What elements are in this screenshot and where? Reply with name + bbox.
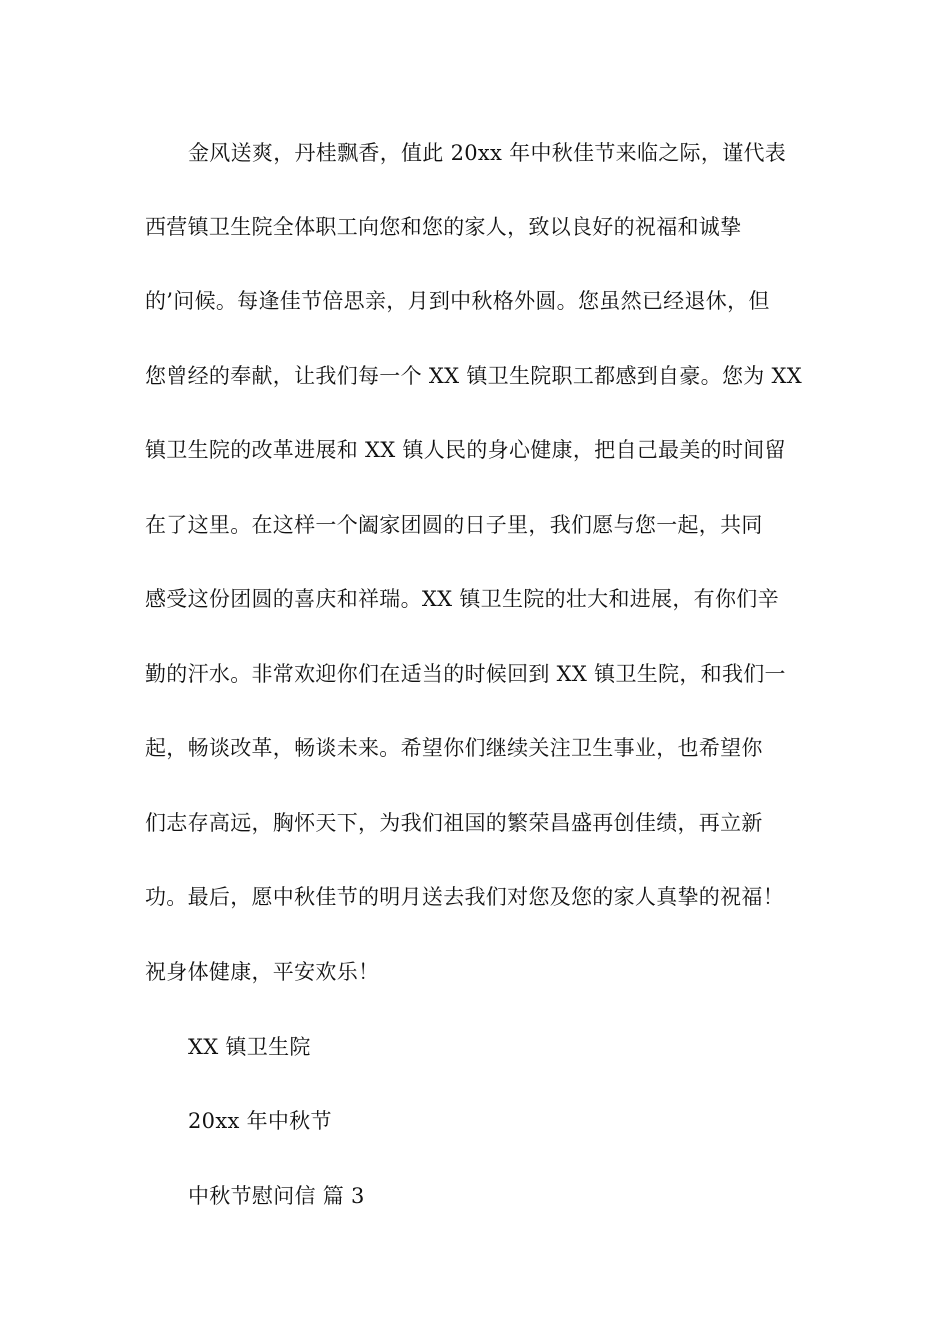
letter-line-10: 们志存高远，胸怀天下，为我们祖国的繁荣昌盛再创佳绩，再立新 bbox=[145, 811, 763, 835]
letter-line-7: 感受这份团圆的喜庆和祥瑞。XX 镇卫生院的壮大和进展，有你们辛 bbox=[145, 587, 779, 611]
letter-line-8: 勤的汗水。非常欢迎你们在适当的时候回到 XX 镇卫生院，和我们一 bbox=[145, 662, 786, 686]
letter-line-6: 在了这里。在这样一个阖家团圆的日子里，我们愿与您一起，共同 bbox=[145, 513, 763, 537]
letter-date: 20xx 年中秋节 bbox=[188, 1109, 332, 1133]
letter-line-9: 起，畅谈改革，畅谈未来。希望你们继续关注卫生事业，也希望你 bbox=[145, 736, 763, 760]
letter-line-12: 祝身体健康，平安欢乐！ bbox=[145, 960, 380, 984]
letter-line-4: 您曾经的奉献，让我们每一个 XX 镇卫生院职工都感到自豪。您为 XX bbox=[145, 364, 803, 388]
section-heading: 中秋节慰问信 篇 3 bbox=[188, 1184, 365, 1208]
letter-line-11: 功。最后，愿中秋佳节的明月送去我们对您及您的家人真挚的祝福！ bbox=[145, 885, 784, 909]
letter-line-5: 镇卫生院的改革进展和 XX 镇人民的身心健康，把自己最美的时间留 bbox=[145, 438, 786, 462]
letter-line-3: 的’问候。每逢佳节倍思亲，月到中秋格外圆。您虽然已经退休，但 bbox=[145, 289, 770, 313]
letter-signature: XX 镇卫生院 bbox=[188, 1035, 311, 1059]
letter-line-2: 西营镇卫生院全体职工向您和您的家人，致以良好的祝福和诚挚 bbox=[145, 215, 742, 239]
letter-line-1: 金风送爽，丹桂飘香，值此 20xx 年中秋佳节来临之际，谨代表 bbox=[188, 141, 787, 165]
